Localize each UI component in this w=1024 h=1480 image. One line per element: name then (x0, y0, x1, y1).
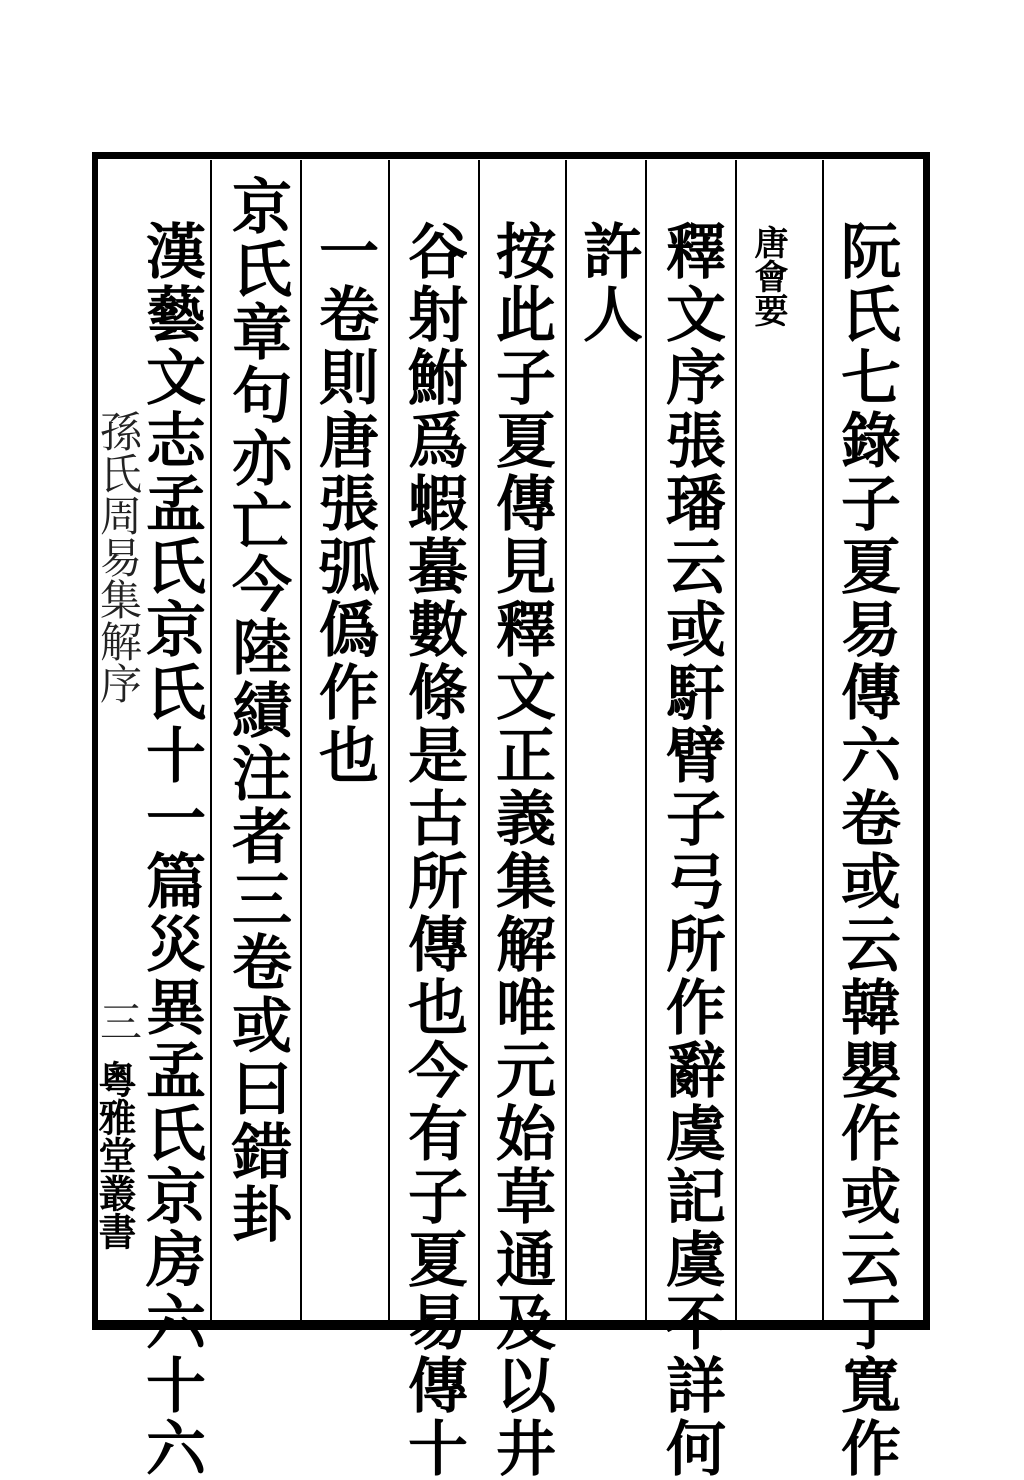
column-rule (478, 160, 480, 1325)
page-number: 三 (94, 1000, 143, 1042)
text-column-1: 阮氏七錄子夏易傳六卷或云韓嬰作或云丁寬作 (831, 220, 901, 1480)
text-column-7: 京氏章句亦亡今陸績注者三卷或曰錯卦 (222, 175, 292, 1246)
text-column-2: 釋文序張璠云或馯臂子弓所作辭虞記虞不詳何 (656, 220, 726, 1480)
column-rule (388, 160, 390, 1325)
text-column-8: 漢藝文志孟氏京氏十一篇災異孟氏京房六十六 (136, 220, 206, 1480)
column-rule (210, 160, 212, 1325)
text-column-5: 谷射鮒爲蝦蟇數條是古所傳也今有子夏易傳十 (398, 220, 468, 1480)
book-title-margin: 孫氏周易集解序 (94, 410, 143, 704)
column-rule (735, 160, 737, 1325)
text-column-4: 按此子夏傳見釋文正義集解唯元始草通及以井 (486, 220, 556, 1480)
text-column-3: 許人 (573, 220, 643, 346)
column-rule (822, 160, 824, 1325)
note-column: 唐會要 (748, 225, 788, 327)
column-rule (300, 160, 302, 1325)
publisher-imprint: 粵雅堂叢書 (92, 1060, 137, 1250)
text-column-6: 一卷則唐張弧僞作也 (309, 220, 379, 787)
column-rule (645, 160, 647, 1325)
column-rule (565, 160, 567, 1325)
